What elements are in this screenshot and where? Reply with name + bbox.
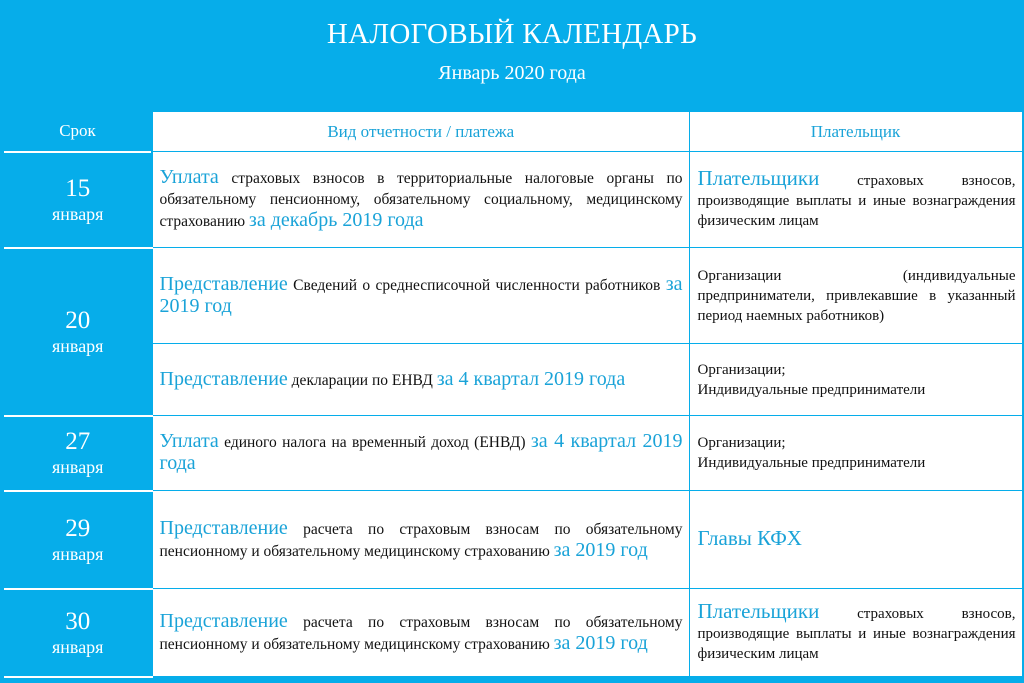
period-label: за 4 квартал 2019 года — [159, 430, 683, 474]
table-row — [4, 416, 1022, 491]
date-month: января — [52, 335, 104, 356]
action-label: Уплата — [159, 430, 219, 452]
action-label: Представление — [159, 367, 288, 390]
period-label: за 2019 год — [553, 631, 648, 654]
table-row — [4, 248, 1022, 344]
date-cell — [4, 416, 152, 491]
payer-cell — [689, 152, 1022, 248]
report-text: декларации по ЕНВД — [287, 371, 437, 389]
payer-cell — [689, 589, 1022, 677]
report-text: Сведений о среднесписочной численности работников — [287, 276, 666, 294]
table-row — [4, 152, 1022, 248]
column-header-srok: Срок — [4, 112, 152, 152]
report-text: расчета по страховым взносам по обязательному пенсионному и обязательному медицинскому страхованию — [159, 520, 683, 560]
payer-text-2: Индивидуальные предприниматели — [697, 381, 926, 398]
date-cell — [4, 152, 152, 248]
date-day: 30 — [65, 607, 91, 635]
payer-text: Организации (индивидуальные предприниматели, привлекавшие в указанный период наемных работников) — [697, 267, 1016, 324]
date-cell — [4, 491, 152, 589]
date-day: 29 — [65, 514, 91, 542]
table-row — [4, 589, 1022, 677]
payer-cell — [689, 416, 1022, 491]
date-cell — [4, 589, 152, 677]
report-cell — [152, 589, 689, 677]
report-cell — [152, 491, 689, 589]
action-label: Представление — [159, 609, 288, 632]
payer-text: Организации; — [697, 435, 786, 451]
report-cell — [152, 152, 689, 248]
period-label: за 2019 год — [159, 272, 683, 317]
table-row — [4, 344, 1022, 416]
date-month: января — [52, 457, 104, 477]
action-label: Представление — [159, 516, 288, 539]
payer-text: Организации; — [697, 361, 786, 378]
period-label: за 4 квартал 2019 года — [436, 367, 626, 390]
page-title: НАЛОГОВЫЙ КАЛЕНДАРЬ — [326, 18, 698, 50]
payer-text-2: Индивидуальные предприниматели — [697, 455, 926, 471]
payer-highlight: Главы КФХ — [697, 526, 802, 550]
date-day: 15 — [65, 174, 91, 202]
report-cell — [152, 344, 689, 416]
payer-text: страховых взносов, производящие выплаты и иные вознаграждения физическим лицам — [697, 173, 1016, 229]
payer-highlight: Плательщики — [697, 166, 820, 190]
table-row — [4, 491, 1022, 589]
action-label: Представление — [159, 272, 288, 295]
date-day: 20 — [65, 306, 91, 334]
period-label: за 2019 год — [553, 538, 648, 561]
payer-text: страховых взносов, производящие выплаты и иные вознаграждения физическим лицам — [697, 606, 1016, 662]
date-month: января — [52, 636, 104, 657]
column-header-vid: Вид отчетности / платежа — [152, 112, 689, 152]
date-day: 27 — [65, 428, 91, 455]
payer-cell — [689, 344, 1022, 416]
payer-cell — [689, 248, 1022, 344]
period-label: за декабрь 2019 года — [248, 209, 424, 231]
date-month: января — [52, 543, 104, 564]
payer-cell — [689, 491, 1022, 589]
action-label: Уплата — [159, 166, 219, 188]
date-month: января — [52, 203, 104, 224]
report-text: расчета по страховым взносам по обязательному пенсионному и обязательному медицинскому страхованию — [159, 613, 683, 653]
payer-highlight: Плательщики — [697, 599, 820, 623]
date-cell — [4, 248, 152, 416]
report-cell — [152, 248, 689, 344]
report-cell — [152, 416, 689, 491]
report-text: страховых взносов в территориальные налоговые органы по обязательному пенсионному, обязательному социальному, медицинскому страхованию — [159, 170, 683, 230]
column-header-payer: Плательщик — [689, 112, 1022, 152]
page-subtitle: Январь 2020 года — [438, 62, 586, 84]
report-text: единого налога на временный доход (ЕНВД) — [218, 434, 531, 451]
calendar-table — [4, 111, 1023, 678]
